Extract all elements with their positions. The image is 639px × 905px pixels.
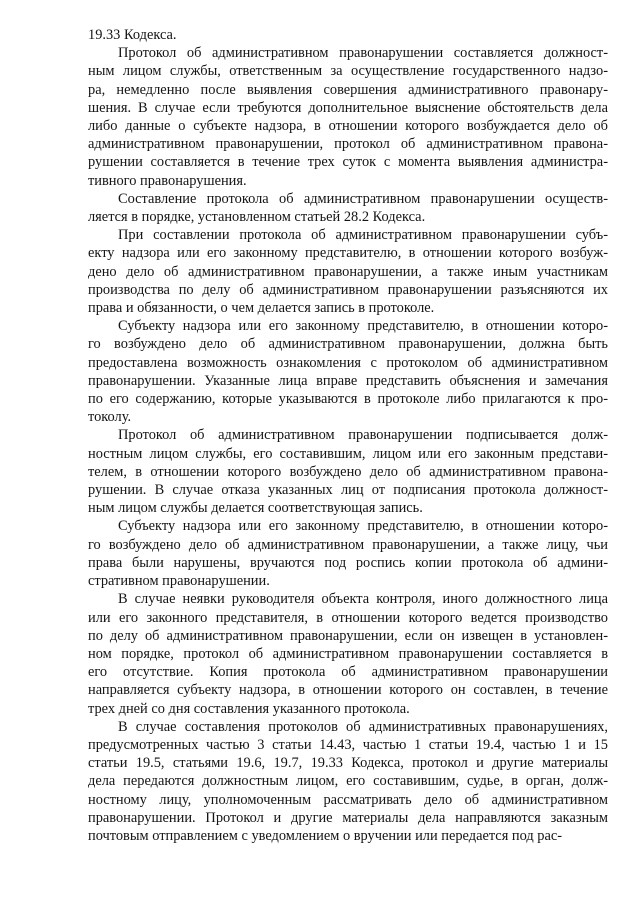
text-line: ным лицом службы делается соответствующая запись. (88, 500, 423, 517)
text-line: ностному лицу, уполномоченным рассматривать дело об административном (88, 791, 608, 808)
text-line: производства по делу об административном правонарушении разъясняются их (88, 281, 608, 298)
text-line: ном порядке, протокол об административном правонарушении составляется в (88, 645, 608, 662)
text-line: дено дело об административном правонарушении, а также иным участникам (88, 263, 608, 280)
text-line: телем, в отношении которого возбуждено дело об административном правона- (88, 463, 608, 480)
text-line: дела передаются должностным лицом, его составившим, судье, в орган, долж- (88, 773, 608, 790)
text-line: направляется субъекту надзора, в отношении которого он составлен, в течение (88, 682, 608, 699)
text-line: го возбуждено дело об административном правонарушении, должна быть (88, 336, 608, 353)
text-line: предусмотренных частью 3 статьи 14.43, частью 1 статьи 19.4, частью 1 и 15 (88, 736, 608, 753)
text-line: стративном правонарушении. (88, 573, 270, 590)
text-line: Субъекту надзора или его законному представителю, в отношении которо- (118, 318, 608, 335)
text-line: ностным лицом службы, его составившим, лицом или его законным представи- (88, 445, 608, 462)
text-line: рушении. В случае отказа указанных лиц от подписания протокола должност- (88, 482, 608, 499)
text-line: предоставлена возможность ознакомления с протоколом об административном (88, 354, 608, 371)
text-line: В случае неявки руководителя объекта контроля, иного должностного лица (118, 591, 608, 608)
text-line: административном правонарушении, протокол об административном правона- (88, 136, 608, 153)
text-line: В случае составления протоколов об административных правонарушениях, (118, 718, 608, 735)
text-line: ляется в порядке, установленном статьей 28.2 Кодекса. (88, 209, 426, 226)
text-line: Протокол об административном правонарушении составляется должност- (118, 45, 608, 62)
paragraph (88, 26, 608, 44)
text-line: почтовым отправлением с уведомлением о вручении или передается под рас- (88, 827, 563, 844)
text-line: Протокол об административном правонарушении подписывается долж- (118, 427, 608, 444)
text-line: по его содержанию, которые указываются в протоколе либо прилагаются к про- (88, 391, 608, 408)
text-line: трех дней со дня составления указанного протокола. (88, 700, 410, 717)
text-line: права и обязанности, о чем делается запись в протоколе. (88, 300, 435, 317)
text-line: шения. В случае если требуются дополнительное выяснение обстоятельств дела (88, 99, 608, 116)
paragraph (88, 317, 608, 426)
paragraph (88, 190, 608, 226)
text-line: правонарушении. Указанные лица вправе представить объяснения и замечания (88, 372, 608, 389)
text-line: рушении составляется в течение трех суток с момента выявления администра- (88, 154, 608, 171)
text-line: Составление протокола об административном правонарушении осуществ- (118, 190, 608, 207)
text-line: го возбуждено дело об административном правонарушении, а также лицу, чьи (88, 536, 608, 553)
text-line: ным лицом службы, ответственным за осуществление государственного надзо- (88, 63, 608, 80)
text-line: тивного правонарушения. (88, 172, 247, 189)
paragraph (88, 517, 608, 590)
text-line: При составлении протокола об административном правонарушении субъ- (118, 227, 608, 244)
text-line: ра, немедленно после выявления совершения административного правонару- (88, 81, 608, 98)
paragraph (88, 718, 608, 845)
paragraph (88, 226, 608, 317)
text-line: токолу. (88, 409, 132, 426)
text-line: статьи 19.5, статьями 19.6, 19.7, 19.33 Кодекса, протокол и другие материалы (88, 755, 608, 772)
text-line: по делу об административном правонарушении, если он извещен в установлен- (88, 627, 608, 644)
text-line: либо данные о субъекте надзора, в отношении которого возбуждается дело об (88, 118, 608, 135)
text-line: 19.33 Кодекса. (88, 27, 177, 43)
text-line: его отсутствие. Копия протокола об административном правонарушении (88, 664, 608, 681)
paragraph (88, 590, 608, 717)
text-line: права были нарушены, вручаются под роспись копии протокола об админи- (88, 554, 608, 571)
text-line: правонарушении. Протокол и другие материалы дела направляются заказным (88, 809, 608, 826)
paragraph (88, 44, 608, 190)
text-line: или его законного представителя, в отношении которого ведется производство (88, 609, 608, 626)
text-line: екту надзора или его законному представителю, в отношении которого возбуж- (88, 245, 608, 262)
document-page (88, 26, 608, 845)
text-line: Субъекту надзора или его законному представителю, в отношении которо- (118, 518, 608, 535)
paragraph (88, 426, 608, 517)
